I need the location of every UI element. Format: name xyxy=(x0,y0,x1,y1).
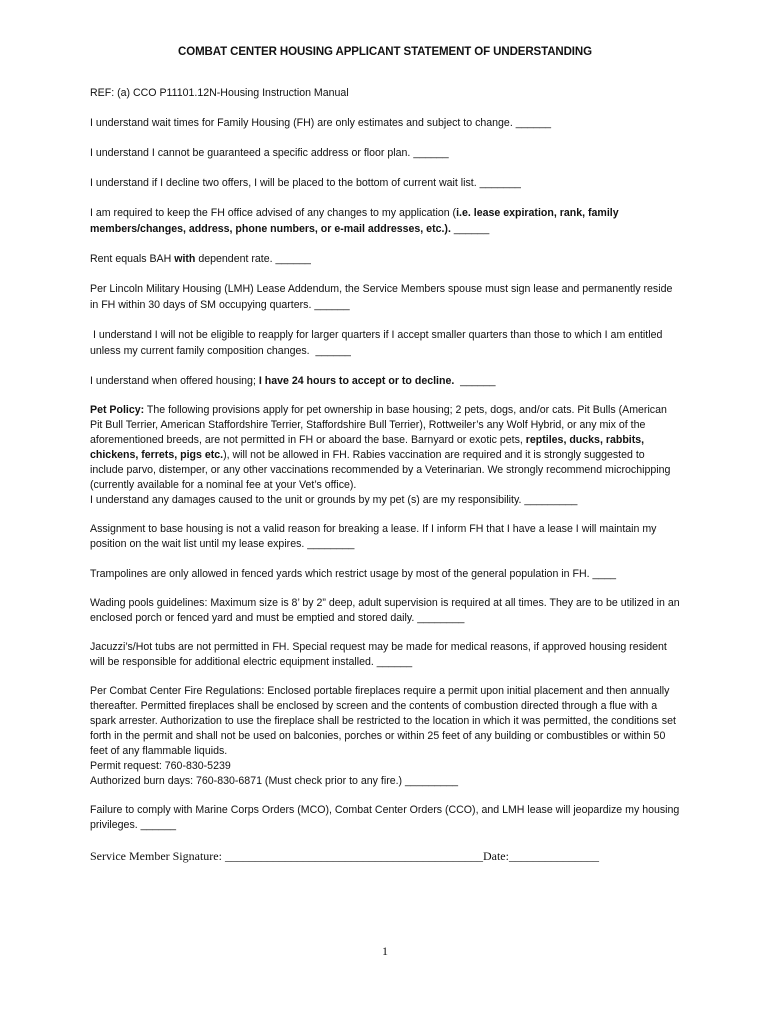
pet-policy xyxy=(90,403,680,508)
rent-text: Rent equals BAH xyxy=(90,253,175,265)
statement-advise-changes xyxy=(90,205,680,237)
pet-policy-bold-list: reptiles, ducks, rabbits, chickens, ferrets, pigs etc. xyxy=(90,434,645,461)
pet-policy-text: The following provisions apply for pet ownership in base housing; 2 pets, dogs, and/or cats. Pit Bulls (American Pit Bull Terrier, American Staffordshire Terrier, Staffordshire Bull Terrier), Rottweiler’s any Wolf Hybrid, or any mix of the aforementioned breeds, are not permitted in FH or aboard the base. Barnyard or exotic pets, xyxy=(90,404,667,446)
document-page xyxy=(90,46,680,864)
document-title: COMBAT CENTER HOUSING APPLICANT STATEMENT OF UNDERSTANDING xyxy=(178,46,592,58)
statement-larger-quarters: I understand I will not be eligible to reapply for larger quarters if I accept smaller quarters than those to which I am entitled unless my current family composition changes. ______ xyxy=(90,329,666,357)
statement-trampolines: Trampolines are only allowed in fenced yards which restrict usage by most of the general population in FH. ____ xyxy=(90,568,617,580)
pet-damages: I understand any damages caused to the unit or grounds by my pet (s) are my responsibility. _________ xyxy=(90,494,578,506)
statement-offered-housing xyxy=(90,373,680,389)
statement-failure: Failure to comply with Marine Corps Orders (MCO), Combat Center Orders (CCO), and LMH lease will jeopardize my housing privileges. ______ xyxy=(90,804,680,831)
statement-lmh-lease: Per Lincoln Military Housing (LMH) Lease Addendum, the Service Members spouse must sign lease and permanently reside in FH within 30 days of SM occupying quarters. ______ xyxy=(90,283,673,311)
advise-text: I am required to keep the FH office advised of any changes to my application ( xyxy=(90,207,457,219)
advise-blank: ______ xyxy=(450,223,490,235)
page-number: 1 xyxy=(382,944,388,958)
offered-blank: ______ xyxy=(454,375,496,387)
signature-line: Service Member Signature: ___________________________________________Date:_______________ xyxy=(90,849,599,863)
pet-policy-text-2: ), will not be allowed in FH. Rabies vaccination are required and it is strongly suggested to include parvo, distemper, or any other vaccinations recommended by a Veterinarian. We strongly recommend microchipping (currently available for a nominal fee at your Vet’s office). xyxy=(90,449,671,491)
offered-bold-text: I have 24 hours to accept or to decline. xyxy=(258,375,455,387)
pet-policy-label: Pet Policy: xyxy=(90,404,145,416)
statement-jacuzzi: Jacuzzi’s/Hot tubs are not permitted in FH. Special request may be made for medical reasons, if approved housing resident will be responsible for additional electric equipment installed. ______ xyxy=(90,641,667,668)
rent-blank: dependent rate. ______ xyxy=(195,253,311,265)
statement-wait-times: I understand wait times for Family Housing (FH) are only estimates and subject to change. ______ xyxy=(90,117,552,129)
statement-wading-pools: Wading pools guidelines: Maximum size is 8’ by 2” deep, adult supervision is required at all times. They are to be utilized in an enclosed porch or fenced yard and must be emptied and stored daily. ________ xyxy=(90,597,680,624)
statement-address: I understand I cannot be guaranteed a specific address or floor plan. ______ xyxy=(90,147,449,159)
statement-fire-regulations xyxy=(90,684,680,789)
statement-two-offers: I understand if I decline two offers, I will be placed to the bottom of current wait list. _______ xyxy=(90,177,521,189)
statement-assignment: Assignment to base housing is not a valid reason for breaking a lease. If I inform FH that I have a lease I will maintain my position on the wait list until my lease expires. ________ xyxy=(90,523,657,550)
fire-burn-days: Authorized burn days: 760-830-6871 (Must check prior to any fire.) _________ xyxy=(90,775,459,787)
offered-text: I understand when offered housing; xyxy=(90,375,259,387)
rent-bold-text: with xyxy=(174,253,196,265)
reference-line: REF: (a) CCO P11101.12N-Housing Instruction Manual xyxy=(90,87,349,99)
fire-permit-request: Permit request: 760-830-5239 xyxy=(90,760,231,772)
advise-bold-text: i.e. lease expiration, rank, family members/changes, address, phone numbers, or e-mail addresses, etc.). xyxy=(90,207,619,235)
statement-rent xyxy=(90,251,680,267)
fire-text: Per Combat Center Fire Regulations: Enclosed portable fireplaces require a permit upon initial placement and then annually thereafter. Permitted fireplaces shall be enclosed by screen and the contents of combustion directed through a flue with a spark arrester. Authorization to use the fireplace shall be restricted to the location in which it was permitted, the conditions set forth in the permit and shall not be used on balconies, porches or within 25 feet of any building or combustibles or within 50 feet of any flammable liquids. xyxy=(90,685,676,757)
